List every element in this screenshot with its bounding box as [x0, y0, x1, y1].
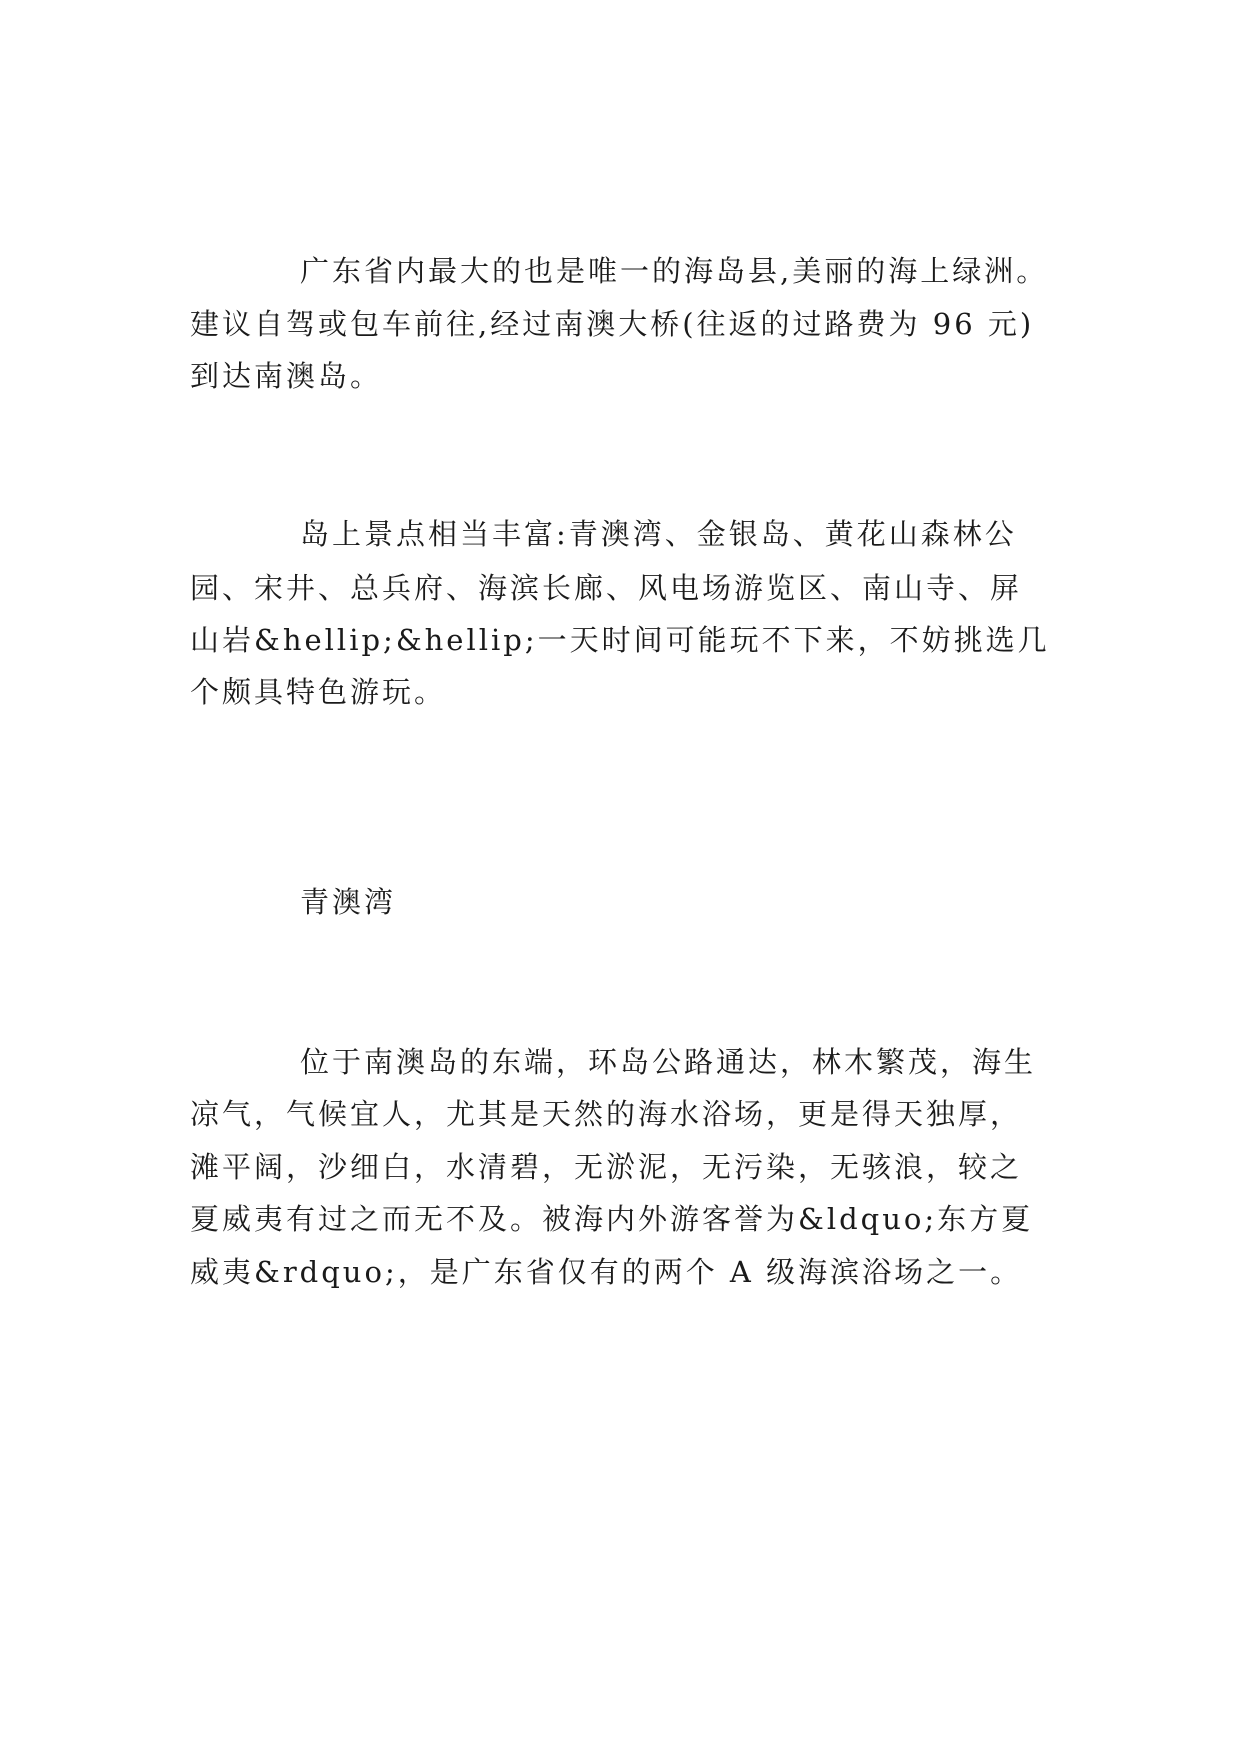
paragraph-4-line-5: 威夷&rdquo;，是广东省仅有的两个 A 级海滨浴场之一。: [190, 1255, 1023, 1289]
paragraph-2-line-1: 岛上景点相当丰富:青澳湾、金银岛、黄花山森林公: [300, 517, 1017, 551]
section-heading: 青澳湾: [300, 885, 397, 919]
paragraph-2-line-2: 园、宋井、总兵府、海滨长廊、风电场游览区、南山寺、屏: [190, 571, 1023, 605]
paragraph-4-line-3: 滩平阔，沙细白，水清碧，无淤泥，无污染，无骇浪，较之: [190, 1150, 1023, 1184]
paragraph-2-line-4: 个颇具特色游玩。: [190, 675, 447, 709]
paragraph-1-line-3: 到达南澳岛。: [190, 359, 383, 393]
paragraph-1-line-1: 广东省内最大的也是唯一的海岛县,美丽的海上绿洲。: [300, 254, 1049, 288]
paragraph-4-line-1: 位于南澳岛的东端，环岛公路通达，林木繁茂，海生: [300, 1045, 1037, 1079]
paragraph-4-line-4: 夏威夷有过之而无不及。被海内外游客誉为&ldquo;东方夏: [190, 1202, 1034, 1236]
paragraph-4-line-2: 凉气，气候宜人，尤其是天然的海水浴场，更是得天独厚，: [190, 1097, 1023, 1131]
paragraph-2-line-3: 山岩&hellip;&hellip;一天时间可能玩不下来，不妨挑选几: [190, 623, 1050, 657]
paragraph-1-line-2: 建议自驾或包车前往,经过南澳大桥(往返的过路费为 96 元): [190, 307, 1035, 341]
